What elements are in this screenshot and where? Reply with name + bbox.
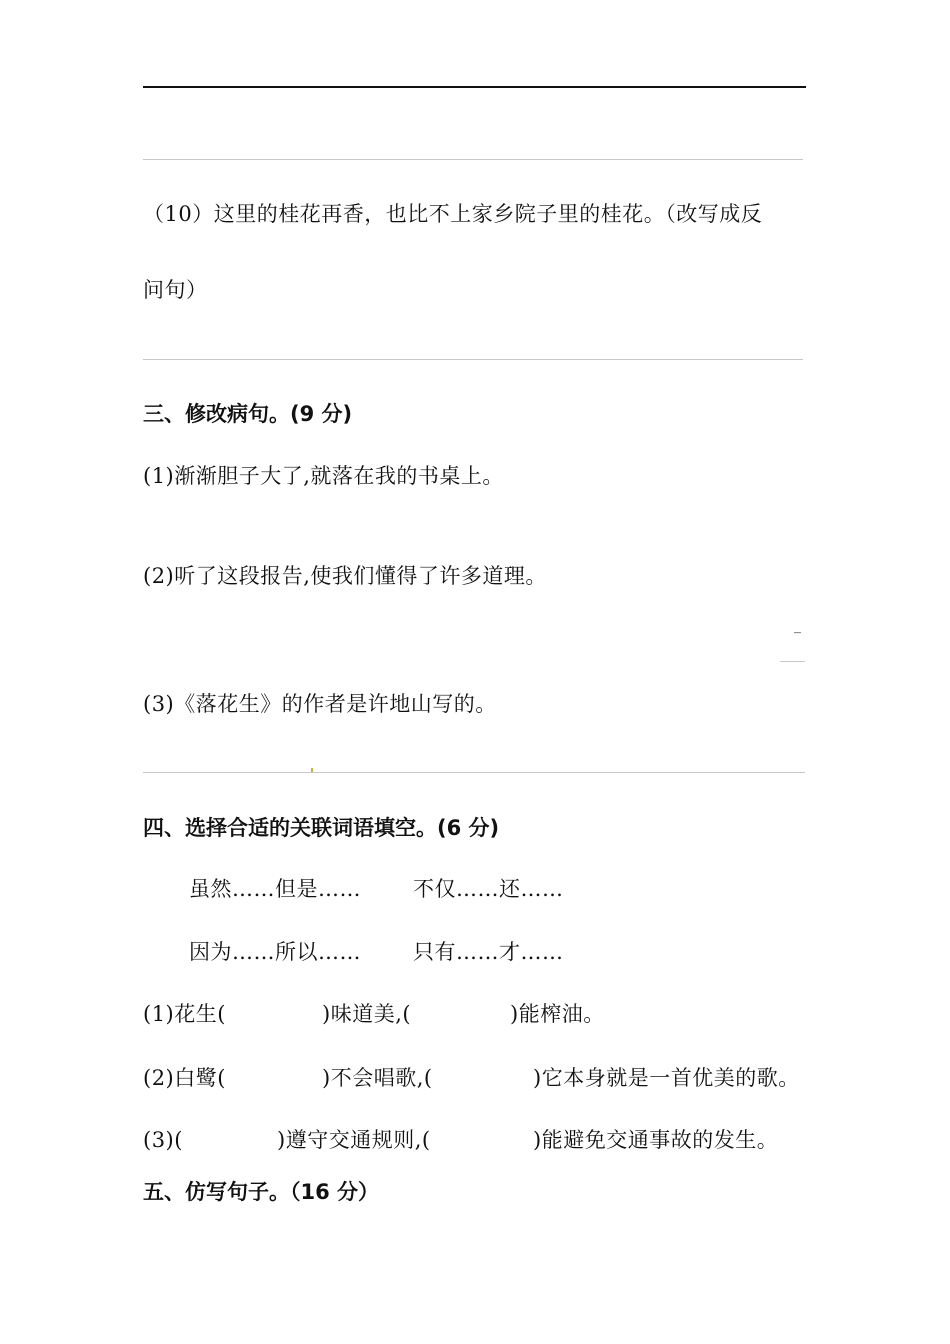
- item-2-part-c: )它本身就是一首优美的歌。: [533, 1066, 800, 1090]
- item-2-part-a: (2)白鹭(: [143, 1066, 226, 1090]
- short-answer-line: [780, 661, 805, 662]
- stray-dash: _: [794, 618, 802, 634]
- option-1: 虽然……但是……: [189, 877, 361, 901]
- answer-line: [143, 159, 803, 160]
- question-10-line-1: （10）这里的桂花再香，也比不上家乡院子里的桂花。（改写成反: [143, 202, 763, 226]
- item-2-part-b: )不会唱歌,(: [322, 1066, 433, 1090]
- section-4-title: 四、选择合适的关联词语填空。(6 分): [143, 816, 500, 840]
- top-answer-line: [143, 86, 806, 88]
- answer-line: [143, 359, 803, 360]
- option-4: 只有……才……: [413, 940, 564, 964]
- item-1-part-a: (1)花生(: [143, 1002, 226, 1026]
- answer-line: [143, 772, 805, 773]
- section-3-title: 三、修改病句。(9 分): [143, 402, 353, 426]
- item-1-part-b: )味道美,(: [322, 1002, 412, 1026]
- section-5-title: 五、仿写句子。（16 分）: [143, 1180, 380, 1204]
- item-3-part-c: )能避免交通事故的发生。: [533, 1128, 779, 1152]
- option-3: 因为……所以……: [189, 940, 361, 964]
- mark-tick: [311, 768, 313, 772]
- section-3-item-2: (2)听了这段报告,使我们懂得了许多道理。: [143, 564, 547, 588]
- item-3-part-a: (3)(: [143, 1128, 183, 1152]
- item-1-part-c: )能榨油。: [510, 1002, 605, 1026]
- question-10-line-2: 问句）: [143, 278, 208, 302]
- option-2: 不仅……还……: [413, 877, 564, 901]
- item-3-part-b: )遵守交通规则,(: [277, 1128, 431, 1152]
- section-3-item-1: (1)渐渐胆子大了,就落在我的书桌上。: [143, 464, 504, 488]
- section-3-item-3: (3)《落花生》的作者是许地山写的。: [143, 692, 497, 716]
